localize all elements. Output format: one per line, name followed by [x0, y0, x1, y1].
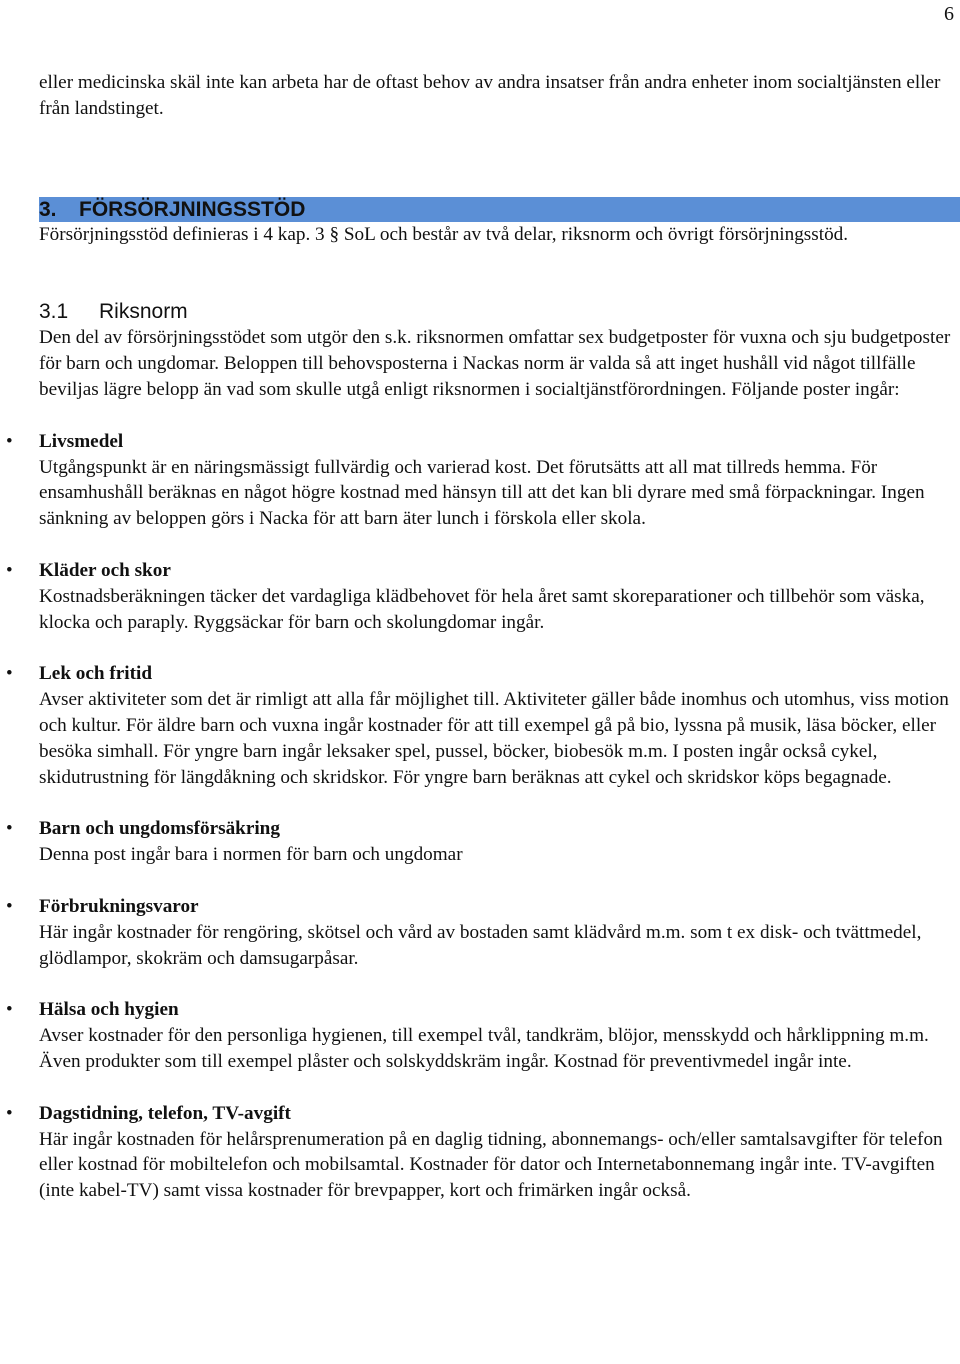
- item-text: Här ingår kostnaden för helårsprenumeration på en daglig tidning, abonnemangs- och/eller samtalsavgifter för telefon eller kostnad för mobiltelefon och mobilsamtal. Kostnader för dator och Internetabonnemang ingår inte. TV-avgiften (inte kabel-TV) samt vissa kostnader för brevpapper, kort och frimärken ingår också.: [39, 1128, 943, 1202]
- subsection-heading: [39, 299, 951, 325]
- document-body: [6, 70, 951, 1230]
- item-text: Avser aktiviteter som det är rimligt att alla får möjlighet till. Aktiviteter gäller både inomhus och utomhus, viss motion och kultur. För äldre barn och vuxna ingår kostnader för att till exempel gå på bio, lyssna på musik, läsa böcker, eller besöka simhall. För yngre barn ingår leksaker spel, pussel, böcker, biobesök m.m. I posten ingår också cykel, skidutrustning för längdåkning och skridskor. För yngre barn beräknas att cykel och skridskor köps begagnade.: [39, 689, 949, 788]
- bullet-icon: •: [6, 430, 13, 452]
- list-item-barn-och-ungdomsforsakring: [6, 816, 951, 868]
- item-title: Kläder och skor: [39, 559, 171, 581]
- item-text: Denna post ingår bara i normen för barn och ungdomar: [39, 844, 463, 866]
- item-text: Avser kostnader för den personliga hygienen, till exempel tvål, tandkräm, blöjor, mensskydd och hårklippning m.m. Även produkter som till exempel plåster och solskyddskräm ingår. Kostnad för preventivmedel ingår inte.: [39, 1025, 929, 1072]
- bullet-icon: •: [6, 999, 13, 1021]
- subsection-paragraph: Den del av försörjningsstödet som utgör den s.k. riksnormen omfattar sex budgetposter för vuxna och sju budgetposter för barn och ungdomar. Beloppen till behovsposterna i Nackas norm är valda så att inget hushåll vid något tillfälle beviljas lägre belopp än vad som skulle utgå enligt riksnormen i socialtjänstförordningen. Följande poster ingår:: [39, 327, 951, 400]
- item-text: Här ingår kostnader för rengöring, skötsel och vård av bostaden samt klädvård m.m. som t ex disk- och tvättmedel, glödlampor, skokräm och damsugarpåsar.: [39, 921, 922, 969]
- item-title: Dagstidning, telefon, TV-avgift: [39, 1102, 291, 1124]
- bullet-icon: •: [6, 895, 13, 917]
- bullet-icon: •: [6, 818, 13, 840]
- item-text: Kostnadsberäkningen täcker det vardagliga klädbehovet för hela året samt skoreparationer och tillbehör som väska, klocka och paraply. Ryggsäckar för barn och skolungdomar ingår.: [39, 585, 925, 633]
- item-title: Livsmedel: [39, 430, 124, 452]
- section-heading: [39, 197, 960, 222]
- section-paragraph: Försörjningsstöd definieras i 4 kap. 3 § SoL och består av två delar, riksnorm och övrigt försörjningsstöd.: [39, 223, 849, 245]
- item-title: Förbrukningsvaror: [39, 895, 199, 917]
- list-item-livsmedel: [6, 429, 951, 532]
- bullet-icon: •: [6, 663, 13, 685]
- item-title: Lek och fritid: [39, 663, 152, 685]
- item-title: Barn och ungdomsförsäkring: [39, 818, 280, 840]
- intro-paragraph: eller medicinska skäl inte kan arbeta har de oftast behov av andra insatser från andra enheter inom socialtjänsten eller från landstinget.: [39, 72, 941, 119]
- list-item-halsa-och-hygien: [6, 997, 951, 1074]
- item-text: Utgångspunkt är en näringsmässigt fullvärdig och varierad kost. Det förutsätts att all mat tillreds hemma. För ensamhushåll beräknas en något högre kostnad med hänsyn till att det kan bli dyrare med små förpackningar. Ingen sänkning av beloppen görs i Nacka för att barn äter lunch i förskola eller skola.: [39, 456, 925, 530]
- section-title: FÖRSÖRJNINGSSTÖD: [79, 197, 306, 221]
- section-number: 3.: [39, 197, 57, 221]
- budget-items-list: [6, 429, 951, 1204]
- subsection-number: 3.1: [39, 300, 69, 324]
- list-item-dagstidning-telefon-tv-avgift: [6, 1101, 951, 1204]
- bullet-icon: •: [6, 559, 13, 581]
- list-item-klader-och-skor: [6, 558, 951, 635]
- bullet-icon: •: [6, 1102, 13, 1124]
- list-item-forbrukningsvaror: [6, 894, 951, 971]
- list-item-lek-och-fritid: [6, 661, 951, 790]
- page-number: 6: [944, 3, 954, 25]
- subsection-title: Riksnorm: [99, 300, 188, 324]
- item-title: Hälsa och hygien: [39, 999, 179, 1021]
